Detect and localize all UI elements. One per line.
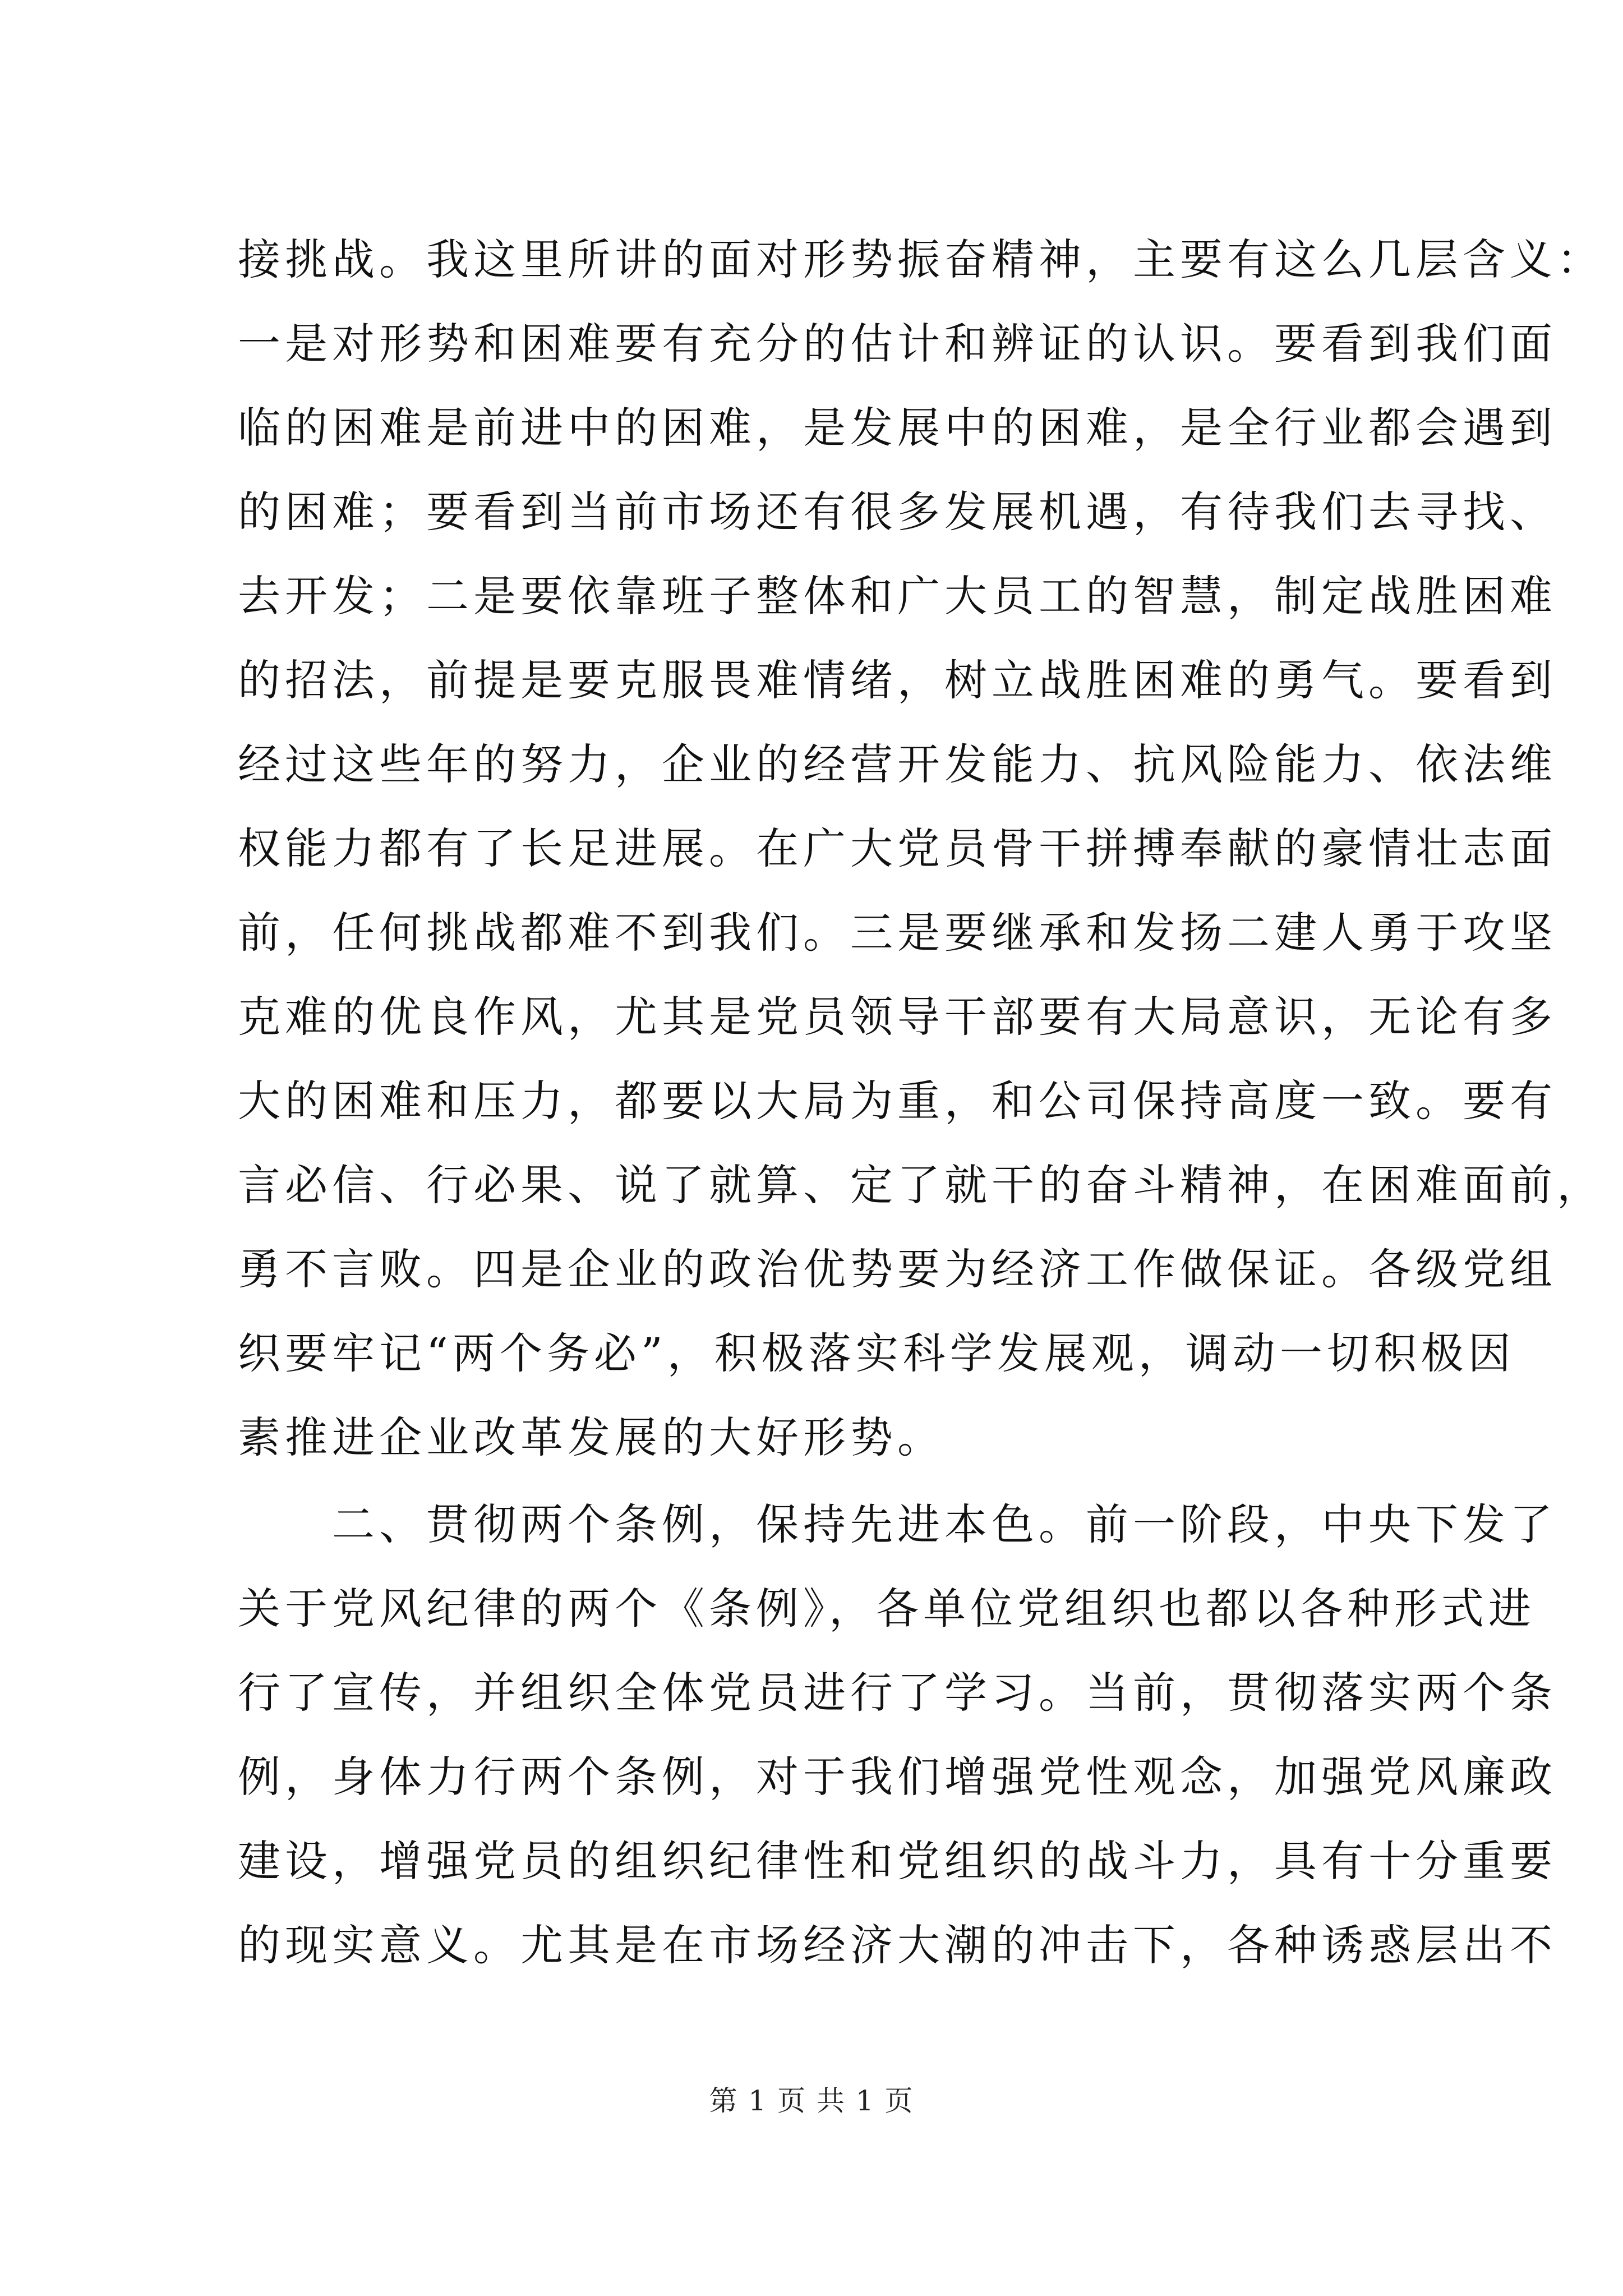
text-line: 勇不言败。四是企业的政治优势要为经济工作做保证。各级党组: [238, 1244, 1557, 1294]
text-line: 临的困难是前进中的困难，是发展中的困难，是全行业都会遇到: [238, 403, 1557, 453]
text-line: 接挑战。我这里所讲的面对形势振奋精神，主要有这么几层含义：: [238, 234, 1604, 284]
page-footer: 第 1 页 共 1 页: [709, 2085, 914, 2117]
text-line: 的现实意义。尤其是在市场经济大潮的冲击下，各种诱惑层出不: [238, 1920, 1557, 1970]
text-line: 例，身体力行两个条例，对于我们增强党性观念，加强党风廉政: [238, 1752, 1557, 1802]
text-line: 克难的优良作风，尤其是党员领导干部要有大局意识，无论有多: [238, 992, 1557, 1042]
text-line: 行了宣传，并组织全体党员进行了学习。当前，贯彻落实两个条: [238, 1668, 1557, 1718]
text-line: 言必信、行必果、说了就算、定了就干的奋斗精神，在困难面前，: [238, 1160, 1604, 1210]
text-line: 一是对形势和困难要有充分的估计和辨证的认识。要看到我们面: [238, 319, 1557, 369]
text-line: 权能力都有了长足进展。在广大党员骨干拼搏奉献的豪情壮志面: [238, 823, 1557, 873]
text-line: 前，任何挑战都难不到我们。三是要继承和发扬二建人勇于攻坚: [238, 908, 1557, 958]
text-line: 经过这些年的努力，企业的经营开发能力、抗风险能力、依法维: [238, 739, 1557, 789]
text-line: 的困难；要看到当前市场还有很多发展机遇，有待我们去寻找、: [238, 487, 1557, 537]
text-line: 织要牢记“两个务必”，积极落实科学发展观，调动一切积极因: [238, 1328, 1515, 1378]
text-line: 去开发；二是要依靠班子整体和广大员工的智慧，制定战胜困难: [238, 571, 1557, 621]
text-line: 素推进企业改革发展的大好形势。: [238, 1412, 944, 1462]
text-line: 大的困难和压力，都要以大局为重，和公司保持高度一致。要有: [238, 1076, 1557, 1126]
text-line: 二、贯彻两个条例，保持先进本色。前一阶段，中央下发了: [238, 1499, 1557, 1549]
text-line: 关于党风纪律的两个《条例》，各单位党组织也都以各种形式进: [238, 1584, 1536, 1634]
text-line: 建设，增强党员的组织纪律性和党组织的战斗力，具有十分重要: [238, 1836, 1557, 1886]
text-line: 的招法，前提是要克服畏难情绪，树立战胜困难的勇气。要看到: [238, 655, 1557, 705]
